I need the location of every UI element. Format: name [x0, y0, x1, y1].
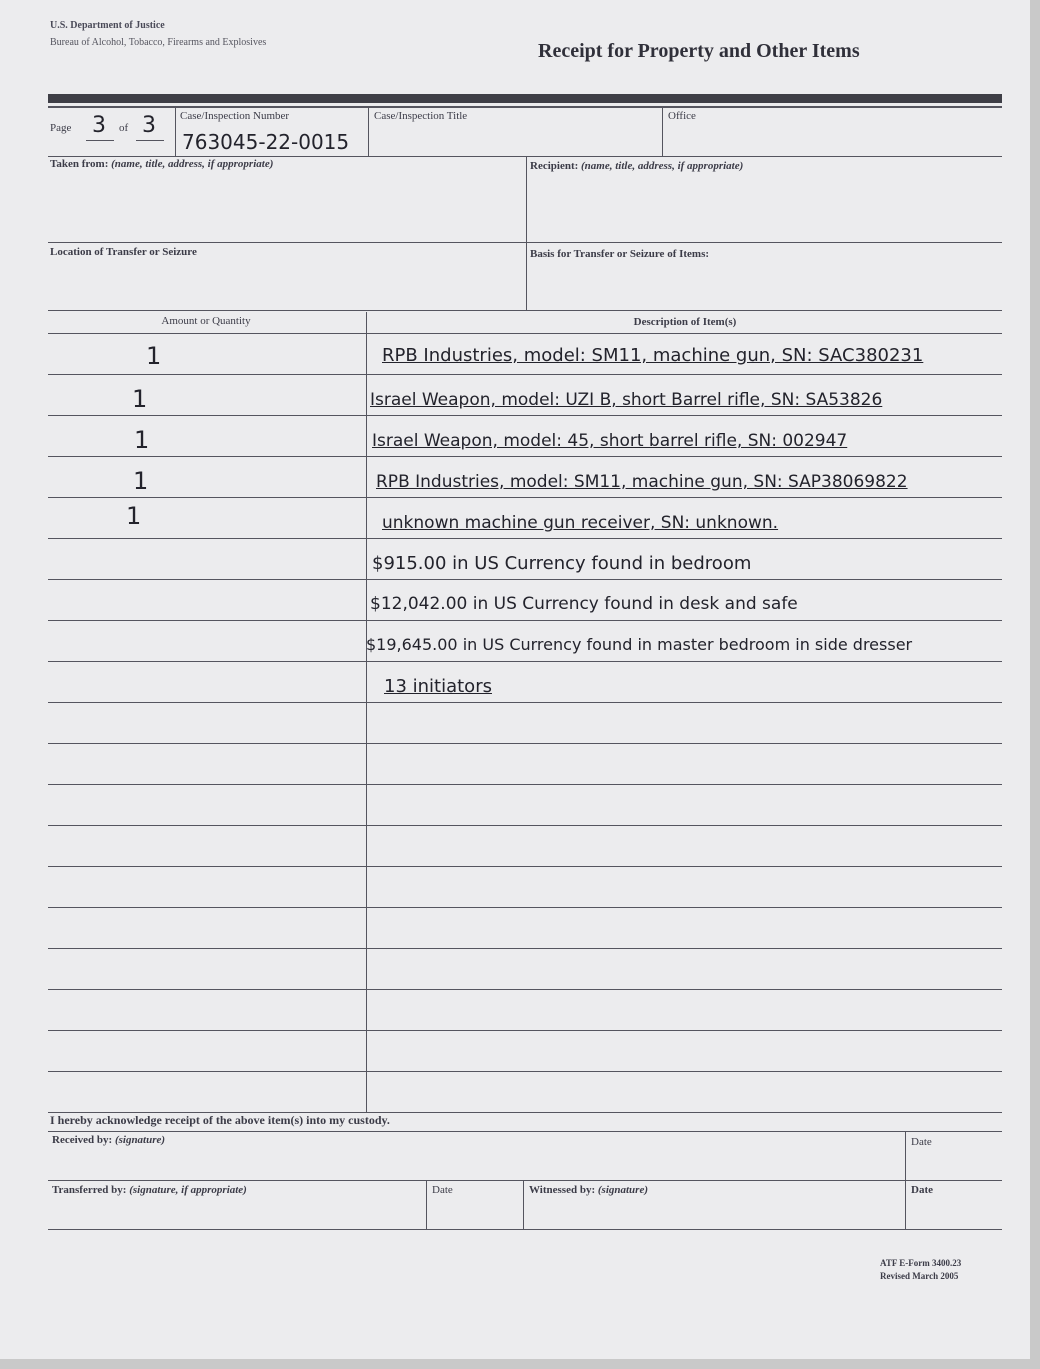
item-quantity: 1 [126, 502, 142, 530]
page-total: 3 [142, 113, 156, 138]
top-rule-thin [48, 106, 1002, 108]
item-quantity: 1 [134, 426, 150, 454]
item-description: RPB Industries, model: SM11, machine gun, SN: SAC380231 [382, 345, 924, 366]
row-line [48, 242, 1002, 243]
office-label: Office [668, 110, 696, 122]
witnessed-date-label: Date [911, 1184, 933, 1196]
table-line [48, 825, 1002, 826]
table-line [48, 1030, 1002, 1031]
amount-header: Amount or Quantity [161, 315, 251, 327]
column-divider [366, 312, 367, 1112]
table-line [48, 743, 1002, 744]
table-line [48, 333, 1002, 334]
table-line [48, 415, 1002, 416]
item-description: Israel Weapon, model: 45, short barrel rifle, SN: 002947 [372, 431, 848, 451]
recipient-label [530, 160, 743, 172]
transferred-date-label: Date [432, 1184, 453, 1196]
item-quantity: 1 [133, 467, 149, 495]
transferred-by-hint: (signature, if appropriate) [129, 1184, 247, 1196]
item-description: Israel Weapon, model: UZI B, short Barrel rifle, SN: SA53826 [370, 390, 883, 410]
divider [368, 107, 369, 157]
table-line [48, 907, 1002, 908]
location-label: Location of Transfer or Seizure [50, 246, 197, 258]
page-label: Page [50, 122, 72, 134]
department-name: U.S. Department of Justice [50, 20, 165, 31]
witnessed-by-text: Witnessed by: [529, 1184, 596, 1196]
basis-label: Basis for Transfer or Seizure of Items: [530, 248, 710, 260]
acknowledgement: I hereby acknowledge receipt of the above item(s) into my custody. [50, 1113, 390, 1127]
form-revised: Revised March 2005 [880, 1271, 959, 1281]
row-line [48, 1229, 1002, 1230]
page-total-underline [136, 140, 164, 141]
table-line [48, 702, 1002, 703]
taken-from-hint: (name, title, address, if appropriate) [111, 158, 274, 170]
item-description: 13 initiators [384, 676, 492, 697]
item-quantity: 1 [132, 385, 148, 413]
form-title: Receipt for Property and Other Items [538, 40, 860, 62]
item-description: $19,645.00 in US Currency found in master bedroom in side dresser [366, 635, 913, 654]
table-line [48, 579, 1002, 580]
table-line [48, 374, 1002, 375]
case-number-value: 763045-22-0015 [182, 130, 350, 154]
table-line [48, 661, 1002, 662]
transferred-by-label [52, 1184, 247, 1196]
table-line [48, 538, 1002, 539]
item-quantity: 1 [146, 342, 162, 370]
item-description: $915.00 in US Currency found in bedroom [372, 553, 752, 574]
page-number: 3 [92, 113, 106, 138]
table-line [48, 948, 1002, 949]
witnessed-by-label [529, 1184, 648, 1196]
table-line [48, 989, 1002, 990]
received-by-hint: (signature) [114, 1134, 166, 1146]
recipient-hint: (name, title, address, if appropriate) [581, 160, 744, 172]
item-description: $12,042.00 in US Currency found in desk and safe [370, 594, 798, 614]
item-description: RPB Industries, model: SM11, machine gun, SN: SAP38069822 [376, 472, 908, 492]
row-line [48, 156, 1002, 157]
top-rule [48, 94, 1002, 103]
divider [523, 1180, 524, 1230]
divider [662, 107, 663, 157]
page-number-underline [86, 140, 114, 141]
row-line [48, 1131, 1002, 1132]
table-line [48, 784, 1002, 785]
form-number: ATF E-Form 3400.23 [880, 1258, 962, 1268]
recipient-text: Recipient: [530, 160, 579, 172]
received-by-label [52, 1134, 165, 1146]
of-label: of [119, 122, 129, 134]
table-line [48, 866, 1002, 867]
transferred-by-text: Transferred by: [52, 1184, 127, 1196]
table-line [48, 620, 1002, 621]
divider [905, 1131, 906, 1181]
taken-from-text: Taken from: [50, 158, 109, 170]
description-header: Description of Item(s) [633, 316, 737, 328]
received-by-text: Received by: [52, 1134, 113, 1146]
divider [526, 156, 527, 310]
item-description: unknown machine gun receiver, SN: unknown. [382, 513, 779, 533]
witnessed-by-hint: (signature) [597, 1184, 648, 1196]
row-line [48, 310, 1002, 311]
table-line [48, 497, 1002, 498]
table-line [48, 1071, 1002, 1072]
bureau-name: Bureau of Alcohol, Tobacco, Firearms and Explosives [50, 37, 267, 48]
divider [175, 107, 176, 157]
case-title-label: Case/Inspection Title [374, 110, 468, 122]
divider [905, 1180, 906, 1230]
row-line [48, 1180, 1002, 1181]
table-line [48, 456, 1002, 457]
taken-from-label [50, 158, 273, 170]
divider [426, 1180, 427, 1230]
case-number-label: Case/Inspection Number [180, 110, 290, 122]
received-date-label: Date [911, 1136, 932, 1148]
